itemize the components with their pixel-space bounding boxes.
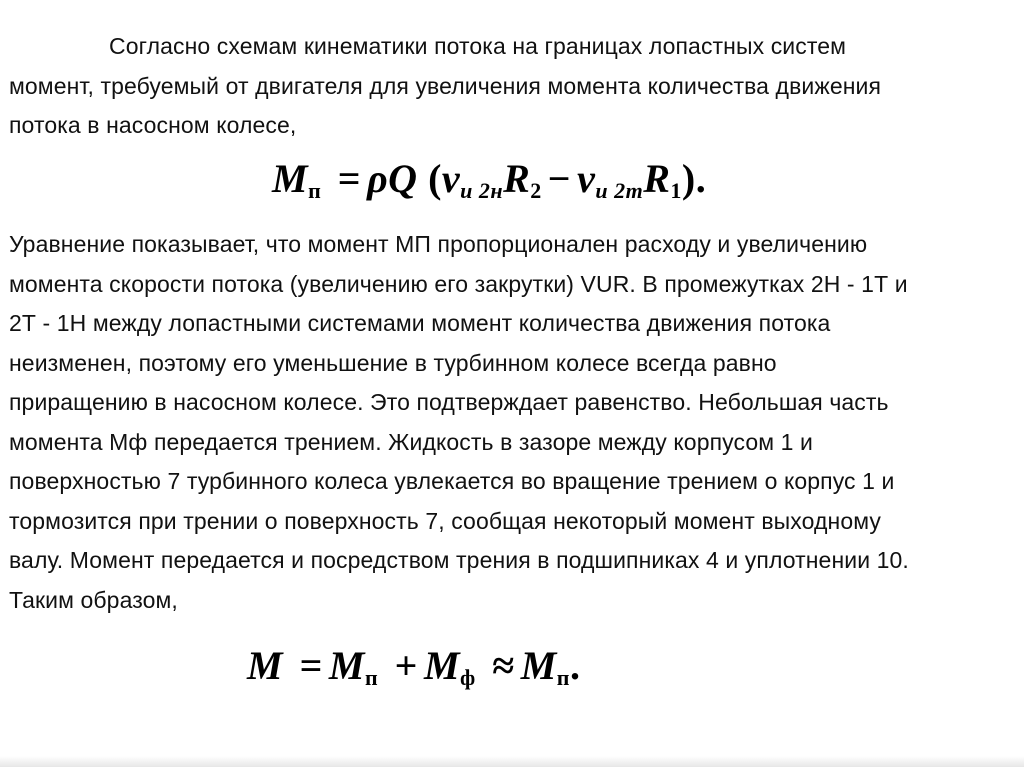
formula1-rho-q: ρQ bbox=[367, 156, 418, 201]
explanation-line-4: неизменен, поэтому его уменьшение в турбинном колесе всегда равно bbox=[9, 349, 777, 376]
pump-torque-formula bbox=[272, 155, 706, 204]
explanation-line-8: тормозится при трении о поверхность 7, сообщая некоторый момент выходному bbox=[9, 507, 881, 534]
formula1-equals: = bbox=[337, 156, 362, 201]
explanation-line-3: 2Т - 1Н между лопастными системами момент количества движения потока bbox=[9, 310, 831, 336]
explanation-paragraph bbox=[9, 225, 1019, 620]
formula1-r1-sub: 1 bbox=[670, 178, 682, 203]
formula2-plus: + bbox=[394, 643, 418, 688]
formula1-lhs-sub: п bbox=[308, 178, 322, 203]
intro-paragraph bbox=[9, 27, 1019, 146]
formula2-equals: = bbox=[299, 643, 323, 688]
explanation-line-6: момента Мф передается трением. Жидкость в зазоре между корпусом 1 и bbox=[9, 428, 813, 455]
explanation-line-1: Уравнение показывает, что момент МП пропорционален расходу и увеличению bbox=[9, 231, 868, 257]
formula2-mp-sub: п bbox=[364, 665, 379, 690]
formula1-v2-sub: u 2т bbox=[595, 178, 644, 203]
formula2-mf-sub: ф bbox=[460, 665, 476, 690]
formula2-m: M bbox=[247, 643, 284, 688]
intro-line-1: Согласно схемам кинематики потока на границах лопастных систем bbox=[109, 33, 847, 59]
intro-line-3: потока в насосном колесе, bbox=[9, 112, 297, 138]
formula2-end: . bbox=[569, 643, 581, 688]
formula1-minus: − bbox=[547, 156, 572, 201]
formula1-r1: R bbox=[643, 156, 671, 201]
formula1-open-paren: ( bbox=[428, 156, 442, 201]
formula2-mp: M bbox=[328, 643, 365, 688]
formula1-r2-sub: 2 bbox=[530, 178, 542, 203]
formula1-v2: v bbox=[577, 156, 596, 201]
explanation-line-2: момента скорости потока (увеличению его закрутки) VUR. В промежутках 2Н - 1Т и bbox=[9, 270, 908, 297]
intro-line-2: момент, требуемый от двигателя для увеличения момента количества движения bbox=[9, 72, 882, 99]
formula2-approx: ≈ bbox=[492, 643, 515, 688]
formula1-v1-sub: u 2н bbox=[460, 178, 504, 203]
explanation-line-7: поверхностью 7 турбинного колеса увлекается во вращение трением о корпус 1 и bbox=[9, 468, 895, 494]
formula1-lhs: M bbox=[272, 156, 309, 201]
explanation-line-5: приращению в насосном колесе. Это подтверждает равенство. Небольшая часть bbox=[9, 389, 889, 415]
slide-bottom-edge bbox=[0, 756, 1024, 767]
formula1-close-paren: ). bbox=[681, 156, 707, 201]
formula2-mp2-sub: п bbox=[556, 665, 570, 690]
formula1-r2: R bbox=[503, 156, 531, 201]
total-torque-formula bbox=[247, 642, 580, 691]
explanation-line-10: Таким образом, bbox=[9, 586, 178, 613]
formula1-v1: v bbox=[441, 156, 461, 201]
formula2-mf: M bbox=[423, 643, 461, 688]
explanation-line-9: валу. Момент передается и посредством трения в подшипниках 4 и уплотнении 10. bbox=[9, 547, 909, 573]
formula2-mp2: M bbox=[520, 643, 557, 688]
